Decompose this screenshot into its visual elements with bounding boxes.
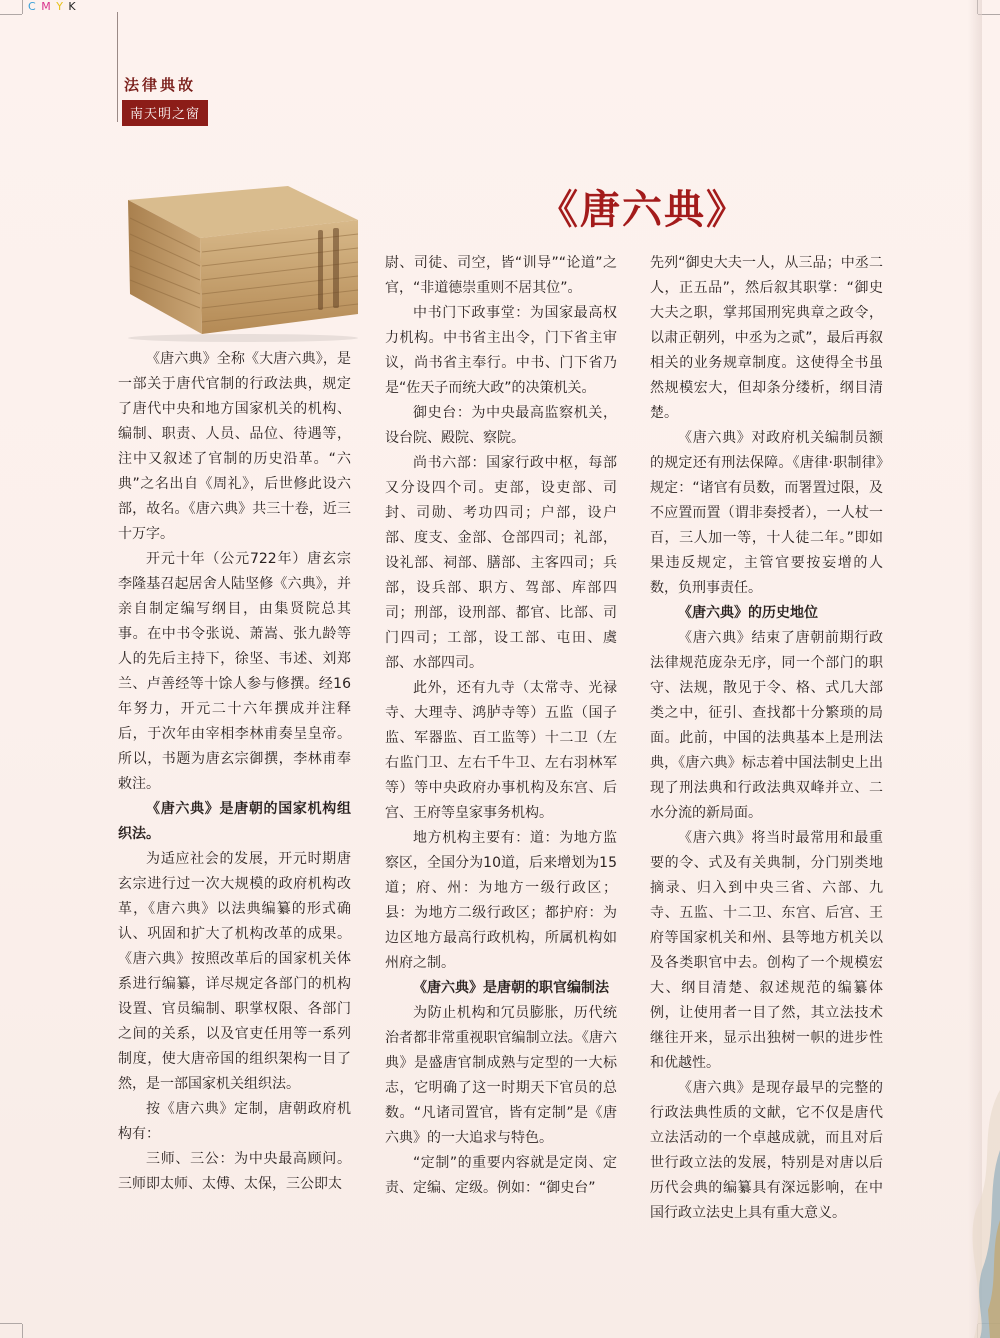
text-column-3 (650, 251, 883, 1226)
crop-mark (22, 1324, 23, 1338)
subheading: 《唐六典》是唐朝的职官编制法 (413, 980, 609, 996)
paragraph: 按《唐六典》定制，唐朝政府机构有： (118, 1101, 351, 1142)
crop-mark (0, 14, 22, 15)
article-title: 《唐六典》 (538, 186, 748, 233)
mark-y: Y (56, 0, 64, 13)
wave-decoration (968, 1090, 1000, 1338)
mark-k: K (68, 0, 77, 13)
paragraph: 尚书六部：国家行政中枢，每部又分设四个司。吏部，设吏部、司封、司勋、考功四司；户部，设户部、度支、金部、仓部四司；礼部，设礼部、祠部、膳部、主客四司；兵部，设兵部、职方、驾部、库部四司；刑部，设刑部、都官、比部、司门四司；工部，设工部、屯田、虞部、水部四司。 (385, 455, 617, 671)
paragraph: 《唐六典》是现存最早的完整的行政法典性质的文献，它不仅是唐代立法活动的一个卓越成就，而且对后世行政立法的发展，特别是对唐以后历代会典的编纂具有深远影响，在中国行政立法史上具有重大意义。 (650, 1080, 883, 1221)
subheading: 《唐六典》是唐朝的国家机构组织法。 (118, 801, 351, 842)
mark-c: C (28, 0, 37, 13)
subheading: 《唐六典》的历史地位 (678, 605, 818, 621)
text-column-2 (385, 251, 617, 1201)
section-label: 法律典故 (124, 76, 197, 94)
paragraph: 《唐六典》将当时最常用和最重要的令、式及有关典制，分门别类地摘录、归入到中央三省、六部、九寺、五监、十二卫、东宫、后宫、王府等国家机关和州、县等地方机关以及各类职官中去。创构了一个规模宏大、纲目清楚、叙述规范的编纂体例，让使用者一目了然，其立法技术继往开来，显示出独树一帜的进步性和优越性。 (650, 830, 883, 1071)
crop-mark (0, 1323, 22, 1324)
text-column-1 (118, 347, 351, 1197)
paragraph: 此外，还有九寺（太常寺、光禄寺、大理寺、鸿胪寺等）五监（国子监、军器监、百工监等）十二卫（左右监门卫、左右千牛卫、左右羽林军等）等中央政府办事机构及东宫、后宫、王府等皇家事务机构。 (385, 680, 617, 821)
paragraph: 地方机构主要有：道：为地方监察区，全国分为10道，后来增划为15道；府、州：为地方一级行政区；县：为地方二级行政区；都护府：为边区地方最高行政机构，所属机构如州府之制。 (385, 830, 617, 971)
ancient-book-stack-image (118, 182, 366, 342)
paragraph: 御史台：为中央最高监察机关，设台院、殿院、察院。 (385, 405, 617, 446)
paragraph: 先列“御史大夫一人，从三品；中丞二人，正五品”，然后叙其职掌：“御史大夫之职，掌邦国刑宪典章之政令，以肃正朝列，中丞为之贰”，最后再叙相关的业务规章制度。这使得全书虽然规模宏大，但却条分缕析，纲目清楚。 (650, 255, 883, 421)
paragraph: “定制”的重要内容就是定岗、定责、定编、定级。例如：“御史台” (385, 1155, 617, 1196)
mark-m: M (41, 0, 52, 13)
paragraph: 《唐六典》全称《大唐六典》，是一部关于唐代官制的行政法典，规定了唐代中央和地方国家机关的机构、编制、职责、人员、品位、待遇等，注中又叙述了官制的历史沿革。“六典”之名出自《周礼》，后世修此设六部，故名。《唐六典》共三十卷，近三十万字。 (118, 351, 351, 542)
paragraph: 为适应社会的发展，开元时期唐玄宗进行过一次大规模的政府机构改革，《唐六典》以法典编纂的形式确认、巩固和扩大了机构改革的成果。《唐六典》按照改革后的国家机关体系进行编纂，详尽规定各部门的机构设置、官员编制、职掌权限、各部门之间的关系，以及官吏任用等一系列制度，使大唐帝国的组织架构一目了然，是一部国家机关组织法。 (118, 851, 351, 1092)
paragraph: 开元十年（公元722年）唐玄宗李隆基召起居舍人陆坚修《六典》，并亲自制定编写纲目，由集贤院总其事。在中书令张说、萧嵩、张九龄等人的先后主持下，徐坚、韦述、刘郑兰、卢善经等十馀人参与修撰。经16年努力，开元二十六年撰成并注释后，于次年由宰相李林甫奏呈皇帝。所以，书题为唐玄宗御撰，李林甫奉敕注。 (118, 551, 351, 792)
paragraph: 《唐六典》对政府机关编制员额的规定还有刑法保障。《唐律·职制律》规定：“诸官有员数，而署置过限，及不应置而置（谓非奏授者），一人杖一百，三人加一等，十人徒二年。”即如果违反规定，主管官要按妄增的人数，负刑事责任。 (650, 430, 883, 596)
print-color-marks (28, 0, 77, 13)
column-tag: 南天明之窗 (122, 100, 208, 126)
paragraph: 为防止机构和冗员膨胀，历代统治者都非常重视职官编制立法。《唐六典》是盛唐官制成熟与定型的一大标志，它明确了这一时期天下官员的总数。“凡诸司置官，皆有定制”是《唐六典》的一大追求与特色。 (385, 1005, 617, 1146)
paragraph: 中书门下政事堂：为国家最高权力机构。中书省主出令，门下省主审议，尚书省主奉行。中书、门下省乃是“佐天子而统大政”的决策机关。 (385, 305, 617, 396)
crop-mark (22, 0, 23, 14)
paragraph: 三师、三公：为中央最高顾问。三师即太师、太傅、太保，三公即太 (118, 1151, 351, 1192)
header-rule (117, 12, 118, 122)
paragraph: 尉、司徒、司空，皆“训导”“论道”之官，“非道德崇重则不居其位”。 (385, 255, 617, 296)
paragraph: 《唐六典》结束了唐朝前期行政法律规范庞杂无序，同一个部门的职守、法规，散见于令、格、式几大部类之中，征引、查找都十分繁琐的局面。此前，中国的法典基本上是刑法典，《唐六典》标志着中国法制史上出现了刑法典和行政法典双峰并立、二水分流的新局面。 (650, 630, 883, 821)
